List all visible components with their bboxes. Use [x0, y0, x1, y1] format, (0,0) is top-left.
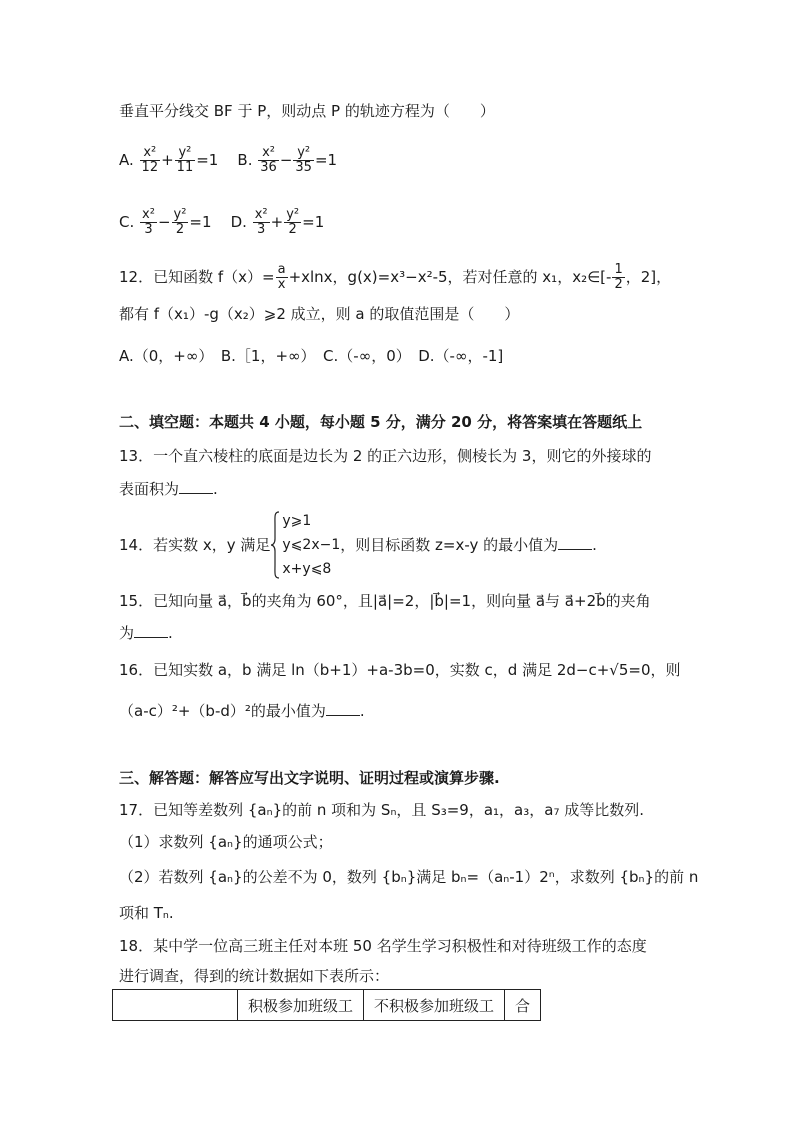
q14-suffix: ，则目标函数 z=x-y 的最小值为 [340, 536, 559, 554]
q11-option-b-op: − [279, 151, 293, 169]
q16-period: . [359, 702, 365, 720]
q14-constraint-2: y⩽2x−1 [282, 537, 341, 553]
q11-options-ab [119, 146, 337, 175]
q11-option-c-op: − [157, 213, 171, 231]
answer-blank [179, 479, 213, 494]
q11-option-c-frac1: $\frac{\text{x²}}{3}$ [142, 207, 155, 237]
answer-blank [326, 701, 360, 716]
q15-text: 为 [119, 624, 135, 642]
q11-options-cd [119, 208, 324, 237]
q12-int-rest: ，2]， [625, 268, 672, 286]
q11-option-c-frac2: $\frac{\text{y²}}{2}$ [173, 207, 187, 237]
q15-period: . [168, 624, 173, 642]
q11-option-b-label: B. [237, 151, 253, 169]
q11-option-b-eq: =1 [314, 151, 338, 169]
q15-line2 [119, 622, 173, 644]
answer-blank [134, 623, 168, 638]
q13-line2 [119, 478, 218, 500]
q12-prefix: 12．已知函数 f（x）= [119, 268, 275, 286]
q11-option-b-frac2: $\frac{\text{y²}}{35}$ [295, 145, 312, 175]
q12-int-sign: - [606, 268, 612, 286]
brace-icon [270, 511, 280, 579]
table-header-cell: 合 [505, 990, 541, 1021]
q14-constraint-system [270, 509, 340, 581]
q14-period: . [592, 536, 597, 554]
table-header-cell: 不积极参加班级工 [364, 990, 505, 1021]
q11-option-b-frac1: $\frac{\text{x²}}{36}$ [260, 145, 277, 175]
q12-line2: 都有 f（x₁）-g（x₂）⩾2 成立，则 a 的取值范围是（ ） [119, 305, 520, 323]
q17-line1: 17．已知等差数列 {aₙ}的前 n 项和为 Sₙ，且 S₃=9，a₁，a₃，a₇ 成等比数列. [119, 801, 644, 819]
q11-option-d-frac1: $\frac{\text{x²}}{3}$ [254, 207, 268, 237]
q12-f-frac: $\frac{a}{x}$ [277, 262, 286, 292]
q16-line1: 16．已知实数 a，b 满足 ln（b+1）+a-3b=0，实数 c，d 满足 2d−c+√5=0，则 [119, 661, 681, 679]
q12-int-frac: $\frac{1}{2}$ [614, 262, 623, 292]
q11-stem: 垂直平分线交 BF 于 P，则动点 P 的轨迹方程为（ ） [119, 102, 495, 120]
q18-line2: 进行调查，得到的统计数据如下表所示： [119, 967, 390, 985]
q12-f-rest: +xlnx，g(x)=x³−x²-5，若对任意的 x₁，x₂∈[ [288, 268, 607, 286]
table-row [113, 990, 541, 1021]
q12-options: A.（0，+∞） B.［1，+∞） C.（-∞，0） D.（-∞，-1] [119, 347, 504, 365]
q13-line1: 13．一个直六棱柱的底面是边长为 2 的正六边形，侧棱长为 3，则它的外接球的 [119, 447, 652, 465]
table-header-cell [113, 990, 238, 1021]
q16-text: （a-c）²+（b-d）²的最小值为 [119, 702, 326, 720]
q14-prefix: 14．若实数 x，y 满足 [119, 536, 271, 554]
q11-option-a-label: A. [119, 151, 134, 169]
q11-option-c-eq: =1 [189, 213, 212, 231]
q15-line1: 15．已知向量 a⃗，b⃗的夹角为 60°，且|a⃗|=2，|b⃗|=1，则向量 a⃗与 a⃗+2b⃗的夹角 [119, 592, 651, 610]
q14-line [119, 509, 597, 581]
answer-blank [558, 535, 592, 550]
table-header-cell: 积极参加班级工 [238, 990, 364, 1021]
q18-stats-table [112, 989, 541, 1021]
q17-line3: （2）若数列 {aₙ}的公差不为 0，数列 {bₙ}满足 bₙ=（aₙ-1）2ⁿ，求数列 {bₙ}的前 n [119, 868, 699, 886]
q12-line1 [119, 263, 671, 292]
q11-option-a-frac1: $\frac{\text{x²}}{12}$ [141, 145, 159, 175]
q18-line1: 18．某中学一位高三班主任对本班 50 名学生学习积极性和对待班级工作的态度 [119, 937, 647, 955]
q13-period: . [213, 480, 218, 498]
q11-option-c-label: C. [119, 213, 135, 231]
q11-option-d-label: D. [230, 213, 247, 231]
q13-text: 表面积为 [119, 480, 180, 498]
q17-line2: （1）求数列 {aₙ}的通项公式； [119, 833, 333, 851]
q14-suffix-group [340, 536, 597, 554]
q16-line2 [119, 700, 365, 722]
q14-constraint-3: x+y⩽8 [282, 561, 332, 577]
q11-option-d-eq: =1 [302, 213, 325, 231]
q11-option-a-eq: =1 [196, 151, 219, 169]
q11-option-d-op: + [270, 213, 284, 231]
q11-option-a-op: + [161, 151, 174, 169]
q11-option-a-frac2: $\frac{\text{y²}}{11}$ [176, 145, 194, 175]
q11-option-d-frac2: $\frac{\text{y²}}{2}$ [286, 207, 300, 237]
section3-heading: 三、解答题：解答应写出文字说明、证明过程或演算步骤. [119, 769, 500, 787]
q17-line4: 项和 Tₙ. [119, 904, 174, 922]
section2-heading: 二、填空题：本题共 4 小题，每小题 5 分，满分 20 分，将答案填在答题纸上 [119, 413, 643, 431]
q14-constraint-1: y⩾1 [282, 513, 312, 529]
